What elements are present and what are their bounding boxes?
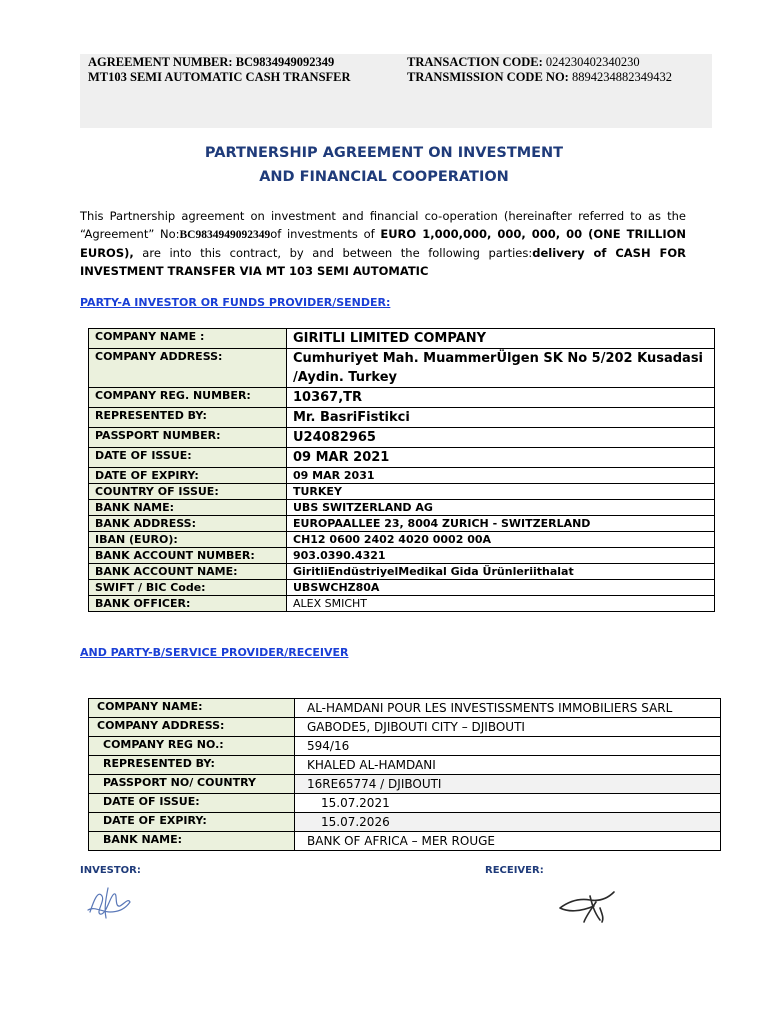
table-row (89, 484, 715, 500)
header-box (80, 54, 712, 128)
row-value: 903.0390.4321 (287, 548, 715, 564)
table-row (89, 548, 715, 564)
table-row (89, 775, 721, 794)
party-a-table (88, 328, 715, 612)
table-row (89, 580, 715, 596)
investor-label: INVESTOR: (80, 865, 141, 876)
document-title-line2: AND FINANCIAL COOPERATION (259, 169, 509, 185)
table-row (89, 596, 715, 612)
row-label: COMPANY REG NO.: (89, 737, 295, 756)
row-label: PASSPORT NO/ COUNTRY (89, 775, 295, 794)
row-value: UBSWCHZ80A (287, 580, 715, 596)
row-label: DATE OF EXPIRY: (89, 813, 295, 832)
row-value: EUROPAALLEE 23, 8004 ZURICH - SWITZERLAND (287, 516, 715, 532)
table-row (89, 468, 715, 484)
row-label: BANK ACCOUNT NAME: (89, 564, 287, 580)
row-value: Cumhuriyet Mah. MuammerÜlgen SK No 5/202 Kusadasi /Aydin. Turkey (287, 349, 715, 388)
table-row (89, 428, 715, 448)
intro-paragraph (80, 207, 686, 280)
row-label: COUNTRY OF ISSUE: (89, 484, 287, 500)
row-value: GABODE5, DJIBOUTI CITY – DJIBOUTI (295, 718, 721, 737)
receiver-label: RECEIVER: (485, 865, 544, 876)
intro-text-3: are into this contract, by and between the following parties: (133, 246, 533, 260)
party-b-heading[interactable]: AND PARTY-B/SERVICE PROVIDER/RECEIVER (80, 646, 349, 659)
row-value: 09 MAR 2031 (287, 468, 715, 484)
row-value: AL-HAMDANI POUR LES INVESTISSMENTS IMMOBILIERS SARL (295, 699, 721, 718)
transmission-code-label: TRANSMISSION CODE NO: (407, 70, 569, 84)
row-value: 09 MAR 2021 (287, 448, 715, 468)
row-value: UBS SWITZERLAND AG (287, 500, 715, 516)
table-row (89, 329, 715, 349)
table-row (89, 388, 715, 408)
table-row (89, 794, 721, 813)
row-label: DATE OF ISSUE: (89, 448, 287, 468)
row-label: COMPANY ADDRESS: (89, 718, 295, 737)
intro-agreement-no: BC9834949092349 (179, 229, 271, 241)
table-row (89, 718, 721, 737)
row-value: CH12 0600 2402 4020 0002 00A (287, 532, 715, 548)
row-label: COMPANY NAME: (89, 699, 295, 718)
row-label: COMPANY REG. NUMBER: (89, 388, 287, 408)
row-label: REPRESENTED BY: (89, 756, 295, 775)
row-label: DATE OF ISSUE: (89, 794, 295, 813)
row-value: GiritliEndüstriyelMedikal Gida Ürünleriithalat (287, 564, 715, 580)
header-left (88, 55, 351, 85)
row-label: COMPANY NAME : (89, 329, 287, 349)
row-label: BANK NAME: (89, 832, 295, 851)
row-value: U24082965 (287, 428, 715, 448)
transaction-code (407, 55, 672, 70)
table-row (89, 532, 715, 548)
table-row (89, 448, 715, 468)
row-label: PASSPORT NUMBER: (89, 428, 287, 448)
row-label: SWIFT / BIC Code: (89, 580, 287, 596)
row-value: 15.07.2021 (295, 794, 721, 813)
table-row (89, 832, 721, 851)
row-label: DATE OF EXPIRY: (89, 468, 287, 484)
transfer-type: MT103 SEMI AUTOMATIC CASH TRANSFER (88, 70, 351, 84)
intro-text-2: of investments of (270, 227, 381, 241)
investor-signature (80, 882, 136, 924)
row-label: REPRESENTED BY: (89, 408, 287, 428)
transaction-code-label: TRANSACTION CODE: (407, 55, 543, 69)
receiver-signature (556, 888, 620, 926)
intro-delivery: delivery of CASH FOR INVESTMENT TRANSFER VIA MT 103 SEMI AUTOMATIC (80, 246, 686, 278)
table-row (89, 349, 715, 388)
row-value: 15.07.2026 (295, 813, 721, 832)
row-value: 594/16 (295, 737, 721, 756)
row-value: 10367,TR (287, 388, 715, 408)
row-label: BANK NAME: (89, 500, 287, 516)
transmission-code (407, 70, 672, 85)
row-value: GIRITLI LIMITED COMPANY (287, 329, 715, 349)
table-row (89, 516, 715, 532)
table-row (89, 500, 715, 516)
table-row (89, 408, 715, 428)
row-value: TURKEY (287, 484, 715, 500)
intro-text-1: This Partnership agreement on investment and financial co-operation (hereinafter referred to as the “Agreement” No: (80, 209, 686, 241)
party-a-heading[interactable]: PARTY-A INVESTOR OR FUNDS PROVIDER/SENDER: (80, 296, 391, 309)
table-row (89, 756, 721, 775)
row-label: IBAN (EURO): (89, 532, 287, 548)
row-label: COMPANY ADDRESS: (89, 349, 287, 388)
row-value: BANK OF AFRICA – MER ROUGE (295, 832, 721, 851)
table-row (89, 813, 721, 832)
transmission-code-value: 8894234882349432 (571, 70, 672, 84)
transaction-code-value: 024230402340230 (545, 55, 640, 69)
table-row (89, 737, 721, 756)
row-value: ALEX SMICHT (287, 596, 715, 612)
header-right (407, 55, 672, 85)
row-value: KHALED AL-HAMDANI (295, 756, 721, 775)
intro-amount: EURO 1,000,000, 000, 000, 00 (ONE TRILLION EUROS), (80, 227, 686, 260)
row-value: 16RE65774 / DJIBOUTI (295, 775, 721, 794)
row-value: Mr. BasriFistikci (287, 408, 715, 428)
table-row (89, 699, 721, 718)
table-row (89, 564, 715, 580)
row-label: BANK ACCOUNT NUMBER: (89, 548, 287, 564)
row-label: BANK ADDRESS: (89, 516, 287, 532)
row-label: BANK OFFICER: (89, 596, 287, 612)
party-b-table (88, 698, 721, 851)
agreement-number: AGREEMENT NUMBER: BC9834949092349 (88, 55, 335, 69)
document-title-line1: PARTNERSHIP AGREEMENT ON INVESTMENT (204, 145, 564, 161)
